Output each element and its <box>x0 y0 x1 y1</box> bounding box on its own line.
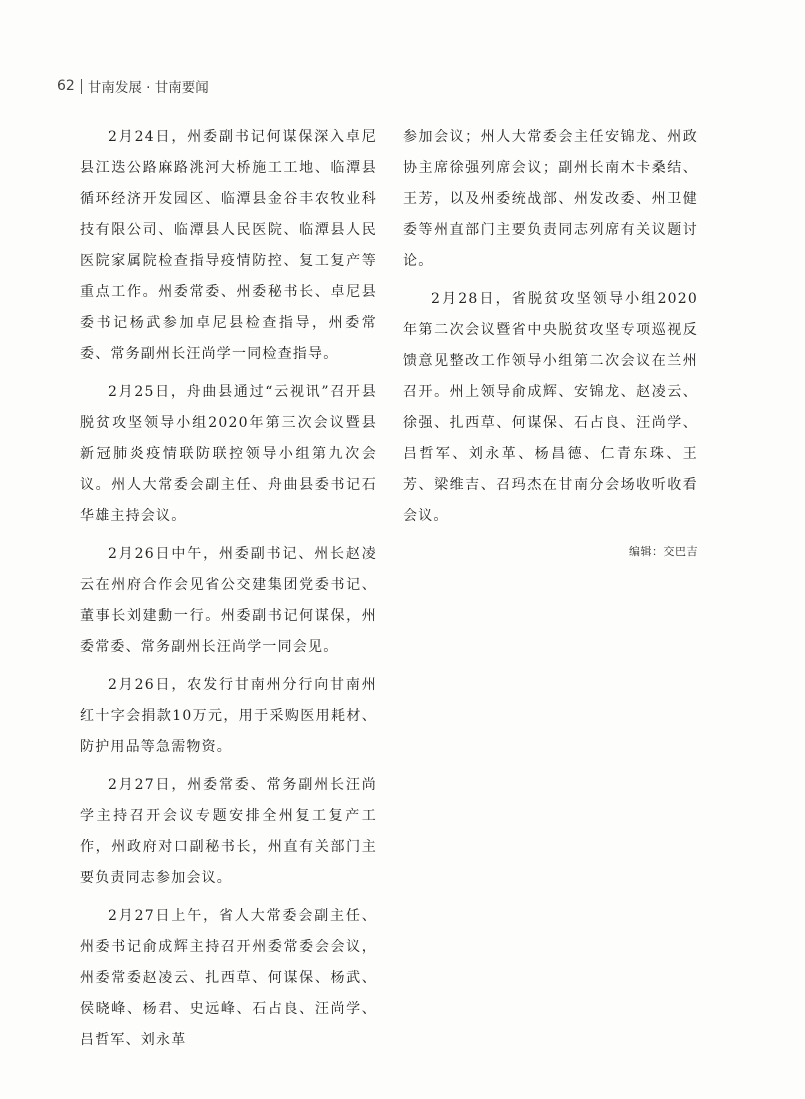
news-paragraph: 2月27日，州委常委、常务副州长汪尚学主持召开会议专题安排全州复工复产工作，州政府对口副秘书长，州直有关部门主要负责同志参加会议。 <box>80 777 377 886</box>
news-paragraph: 2月26日中午，州委副书记、州长赵凌云在州府合作会见省公交建集团党委书记、董事长刘建勳一行。州委副书记何谋保，州委常委、常务副州长汪尚学一同会见。 <box>80 546 377 655</box>
news-paragraph: 2月27日上午，省人大常委会副主任、州委书记俞成辉主持召开州委常委会会议，州委常委赵凌云、扎西草、何谋保、杨武、侯晓峰、杨君、史远峰、石占良、汪尚学、吕哲军、刘永革 <box>80 908 377 1048</box>
left-column <box>80 122 377 1063</box>
news-paragraph: 2月26日，农发行甘南州分行向甘南州红十字会捐款10万元，用于采购医用耗材、防护用品等急需物资。 <box>80 677 377 755</box>
header-divider <box>81 79 82 94</box>
news-paragraph-continuation: 参加会议；州人大常委会主任安锦龙、州政协主席徐强列席会议；副州长南木卡桑结、王芳，以及州委统战部、州发改委、州卫健委等州直部门主要负责同志列席有关议题讨论。 <box>403 129 698 269</box>
news-paragraph: 2月24日，州委副书记何谋保深入卓尼县江迭公路麻路洮河大桥施工工地、临潭县循环经济开发园区、临潭县金谷丰农牧业科技有限公司、临潭县人民医院、临潭县人民医院家属院检查指导疫情防控、复工复产等重点工作。州委常委、州委秘书长、卓尼县委书记杨武参加卓尼县检查指导，州委常委、常务副州长汪尚学一同检查指导。 <box>80 129 377 362</box>
editor-credit: 编辑：交巴吉 <box>629 545 698 558</box>
page-number: 62 <box>57 78 75 94</box>
page-header <box>57 76 209 96</box>
news-paragraph: 2月25日，舟曲县通过“云视讯”召开县脱贫攻坚领导小组2020年第三次会议暨县新冠肺炎疫情联防联控领导小组第九次会议。州人大常委会副主任、舟曲县委书记石华雄主持会议。 <box>80 384 377 524</box>
right-column <box>403 122 698 560</box>
news-paragraph: 2月28日，省脱贫攻坚领导小组2020年第二次会议暨省中央脱贫攻坚专项巡视反馈意见整改工作领导小组第二次会议在兰州召开。州上领导俞成辉、安锦龙、赵凌云、徐强、扎西草、何谋保、石占良、汪尚学、吕哲军、刘永革、杨昌德、仁青东珠、王芳、梁维吉、召玛杰在甘南分会场收听收看会议。 <box>403 291 698 524</box>
section-title: 甘南发展 · 甘南要闻 <box>87 80 209 96</box>
